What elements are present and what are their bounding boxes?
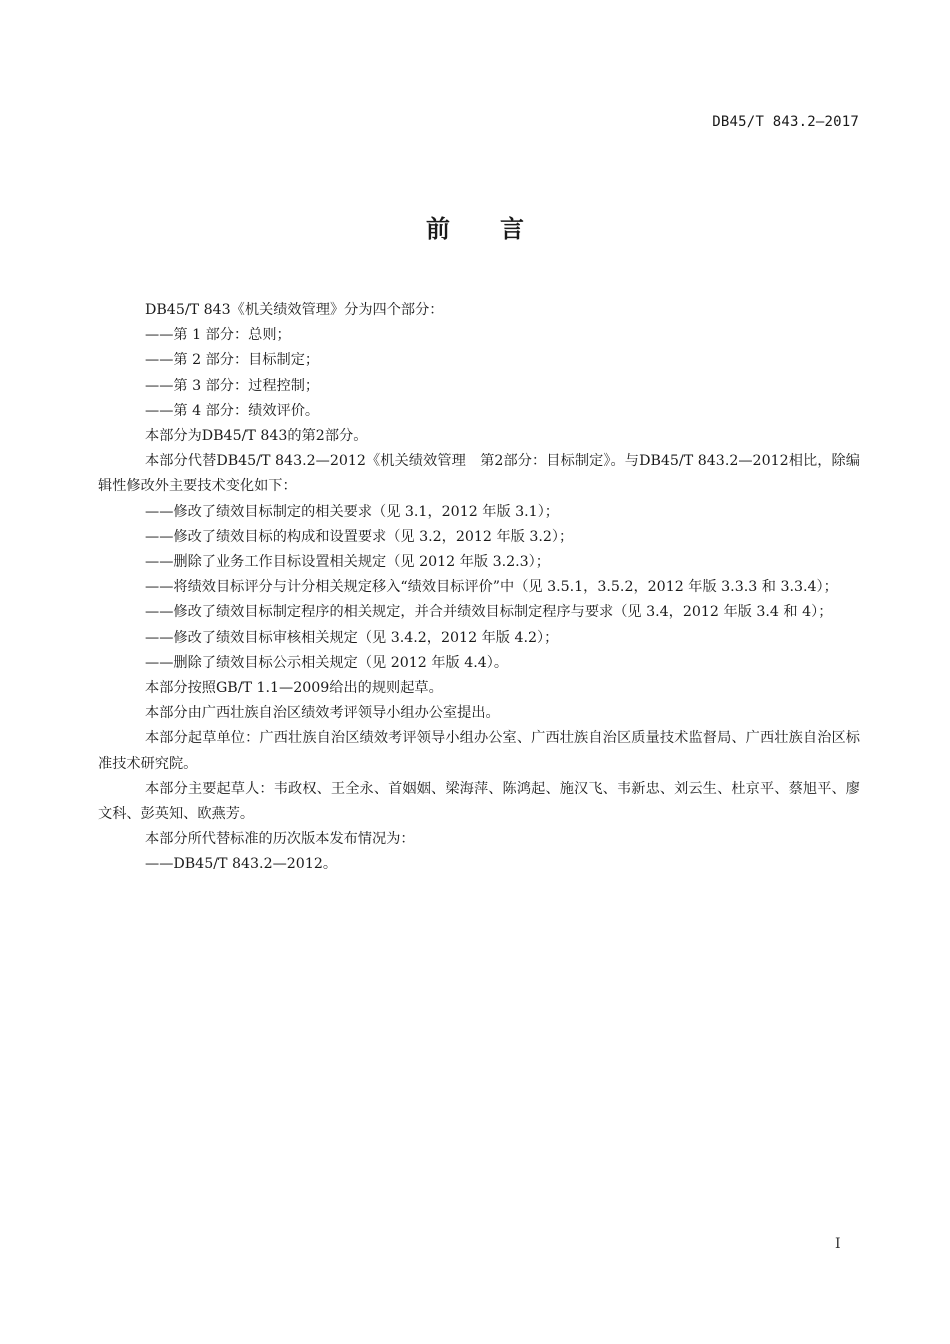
change-item: ——修改了绩效目标制定的相关要求（见 3.1，2012 年版 3.1）； bbox=[145, 503, 559, 520]
part-item: ——第 4 部分：绩效评价。 bbox=[145, 402, 320, 419]
change-item: ——将绩效目标评分与计分相关规定移入“绩效目标评价”中（见 3.5.1，3.5.2，2012 年版 3.3.3 和 3.3.4）； bbox=[145, 579, 838, 596]
part-item: ——第 1 部分：总则； bbox=[145, 327, 291, 344]
change-item: ——修改了绩效目标审核相关规定（见 3.4.2，2012 年版 4.2）； bbox=[145, 629, 559, 646]
page-title: 前言 bbox=[426, 215, 574, 243]
change-item: ——删除了绩效目标公示相关规定（见 2012 年版 4.4）。 bbox=[145, 654, 509, 671]
drafters-paragraph: 本部分主要起草人：韦政权、王全永、首姻姻、梁海萍、陈鸿起、施汉飞、韦新忠、刘云生、杜京平、蔡旭平、廖文科、彭英知、欧燕芳。 bbox=[98, 780, 860, 823]
drafting-rules-paragraph: 本部分按照GB/T 1.1—2009给出的规则起草。 bbox=[145, 680, 443, 697]
history-item: ——DB45/T 843.2—2012。 bbox=[145, 856, 338, 873]
proposed-by-paragraph: 本部分由广西壮族自治区绩效考评领导小组办公室提出。 bbox=[145, 705, 500, 722]
change-item: ——修改了绩效目标的构成和设置要求（见 3.2，2012 年版 3.2）； bbox=[145, 528, 574, 545]
change-item: ——删除了业务工作目标设置相关规定（见 2012 年版 3.2.3）； bbox=[145, 554, 550, 571]
foreword-body bbox=[98, 298, 860, 878]
history-intro-paragraph: 本部分所代替标准的历次版本发布情况为： bbox=[145, 831, 415, 848]
intro-paragraph: DB45/T 843《机关绩效管理》分为四个部分： bbox=[145, 302, 444, 318]
document-code: DB45/T 843.2—2017 bbox=[712, 114, 859, 130]
drafting-units-paragraph: 本部分起草单位：广西壮族自治区绩效考评领导小组办公室、广西壮族自治区质量技术监督局、广西壮族自治区标准技术研究院。 bbox=[98, 730, 860, 772]
replaces-paragraph: 本部分代替DB45/T 843.2—2012《机关绩效管理 第2部分：目标制定》。与DB45/T 843.2—2012相比，除编辑性修改外主要技术变化如下： bbox=[98, 453, 860, 495]
change-item: ——修改了绩效目标制定程序的相关规定，并合并绩效目标制定程序与要求（见 3.4，2012 年版 3.4 和 4）； bbox=[145, 604, 833, 621]
this-part-paragraph: 本部分为DB45/T 843的第2部分。 bbox=[145, 428, 368, 445]
page-number: I bbox=[835, 1236, 841, 1252]
part-item: ——第 3 部分：过程控制； bbox=[145, 377, 320, 394]
part-item: ——第 2 部分：目标制定； bbox=[145, 352, 320, 369]
